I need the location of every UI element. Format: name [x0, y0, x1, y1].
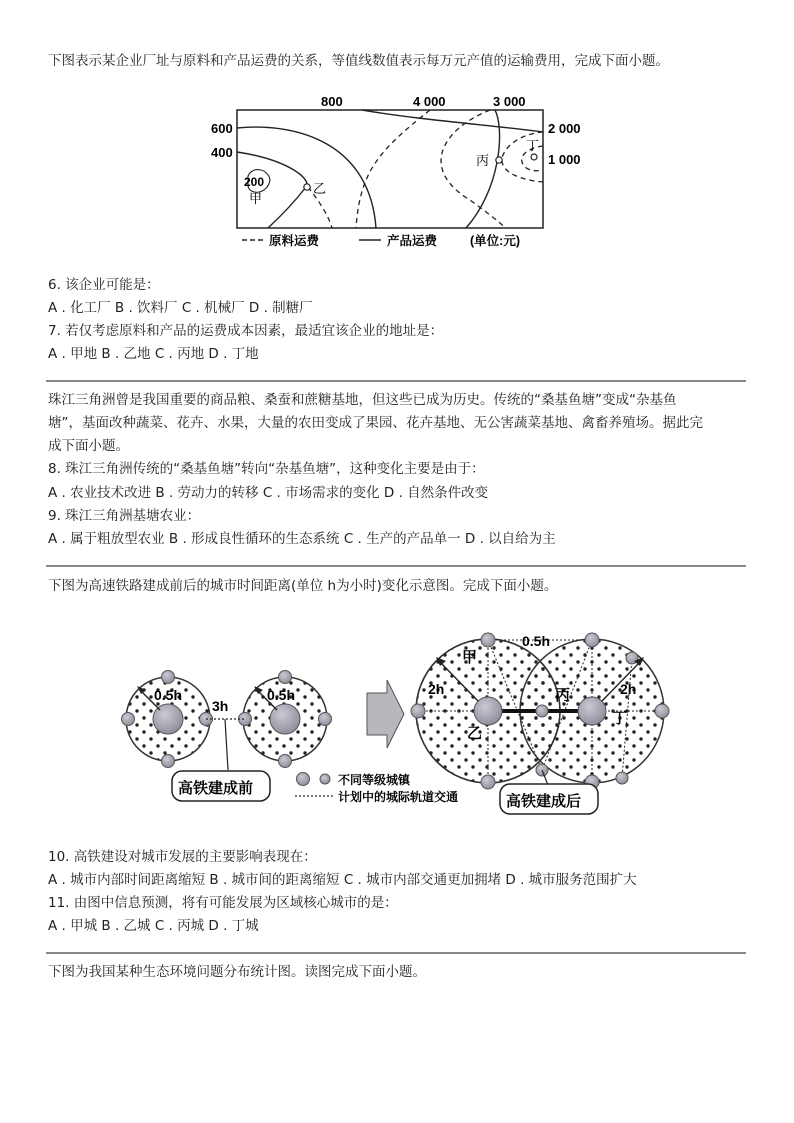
- question-9-options: A . 属于粗放型农业 B . 形成良性循环的生态系统 C . 生产的产品单一 D . 以自给为主: [48, 531, 556, 547]
- material-isoline-4000: [356, 110, 430, 228]
- section2-intro-line1: 珠江三角洲曾是我国重要的商品粮、桑蚕和蔗糖基地，但这些已成为历史。传统的“桑基鱼塘”变成“杂基鱼: [48, 392, 677, 408]
- product-isoline-800: [362, 110, 543, 132]
- section1-intro: 下图表示某企业厂址与原料和产品运费的关系，等值线数值表示每万元产值的运输费用，完成下面小题。: [48, 53, 669, 69]
- after-caption: 高铁建成后: [506, 793, 582, 810]
- section-divider: [46, 565, 746, 567]
- figure-frame: [237, 110, 543, 228]
- point-yi-label: 乙: [313, 181, 327, 196]
- product-isoline-3000: [466, 110, 500, 228]
- question-8-options: A . 农业技术改进 B . 劳动力的转移 C . 市场需求的变化 D . 自然条件改变: [48, 485, 489, 501]
- question-10: 10. 高铁建设对城市发展的主要影响表现在：: [48, 849, 317, 865]
- label-600: 600: [211, 121, 233, 136]
- label-200: 200: [244, 175, 265, 189]
- city-bing-label: 丙: [555, 687, 571, 704]
- question-11-options: A . 甲城 B . 乙城 C . 丙城 D . 丁城: [48, 918, 259, 934]
- before-caption-pointer: [225, 719, 228, 770]
- legend-rail-label: 计划中的城际轨道交通: [338, 790, 459, 804]
- legend-unit-label: (单位:元): [470, 234, 520, 248]
- legend-material-label: 原料运费: [269, 234, 320, 248]
- section-divider: [46, 380, 746, 382]
- question-11: 11. 由图中信息预测，将有可能发展为区域核心城市的是：: [48, 895, 398, 911]
- label-3000: 3 000: [493, 94, 526, 109]
- city-yi-label: 乙: [467, 725, 483, 742]
- after-top-label: 0.5h: [522, 633, 551, 649]
- question-8: 8. 珠江三角洲传统的“桑基鱼塘”转向“杂基鱼塘”，这种变化主要是由于：: [48, 461, 485, 477]
- point-ding-label: 丁: [526, 138, 540, 153]
- before-radius-label-right: 0.5h: [267, 687, 296, 703]
- before-city-left: [122, 671, 213, 768]
- before-radius-label-left: 0.5h: [154, 687, 183, 703]
- section2-intro-line3: 成下面小题。: [48, 438, 129, 454]
- city-ding-label: 丁: [612, 710, 628, 727]
- section3-intro: 下图为高速铁路建成前后的城市时间距离(单位 h为小时)变化示意图。完成下面小题。: [48, 578, 558, 594]
- label-4000: 4 000: [413, 94, 446, 109]
- point-yi: [304, 184, 310, 190]
- legend-town-large: [297, 773, 310, 786]
- after-left-radius-label: 2h: [428, 681, 445, 697]
- label-800: 800: [321, 94, 343, 109]
- section-divider: [46, 952, 746, 954]
- before-caption: 高铁建成前: [178, 780, 254, 797]
- product-isoline-400: [237, 152, 307, 228]
- legend-towns-label: 不同等级城镇: [338, 773, 411, 787]
- after-region: [411, 633, 669, 789]
- freight-isoline-figure: [0, 0, 794, 260]
- label-400: 400: [211, 145, 233, 160]
- section4-intro: 下图为我国某种生态环境问题分布统计图。读图完成下面小题。: [48, 964, 426, 980]
- transition-arrow-icon: [367, 680, 404, 748]
- question-6: 6. 该企业可能是：: [48, 277, 160, 293]
- point-bing-label: 丙: [476, 153, 490, 168]
- legend-product-label: 产品运费: [387, 234, 438, 248]
- point-ding: [531, 154, 537, 160]
- section2-intro-line2: 塘”，基面改种蔬菜、花卉、水果，大量的农田变成了果园、花卉基地、无公害蔬菜基地、禽畜养殖场。据此完: [48, 415, 703, 431]
- label-2000: 2 000: [548, 121, 581, 136]
- after-right-radius-label: 2h: [620, 681, 637, 697]
- before-distance-label: 3h: [212, 698, 229, 714]
- question-7: 7. 若仅考虑原料和产品的运费成本因素，最适宜该企业的地址是：: [48, 323, 444, 339]
- city-jia-label: 甲: [462, 649, 478, 666]
- question-7-options: A . 甲地 B . 乙地 C . 丙地 D . 丁地: [48, 346, 259, 362]
- question-9: 9. 珠江三角洲基塘农业：: [48, 508, 201, 524]
- label-1000: 1 000: [548, 152, 581, 167]
- point-jia-label: 甲: [249, 191, 263, 206]
- legend-town-small: [320, 774, 330, 784]
- point-bing: [496, 157, 502, 163]
- high-speed-rail-figure: [0, 600, 794, 840]
- question-10-options: A . 城市内部时间距离缩短 B . 城市间的距离缩短 C . 城市内部交通更加拥堵 D . 城市服务范围扩大: [48, 872, 637, 888]
- question-6-options: A . 化工厂 B . 饮料厂 C . 机械厂 D . 制糖厂: [48, 300, 313, 316]
- before-city-right: [239, 671, 332, 768]
